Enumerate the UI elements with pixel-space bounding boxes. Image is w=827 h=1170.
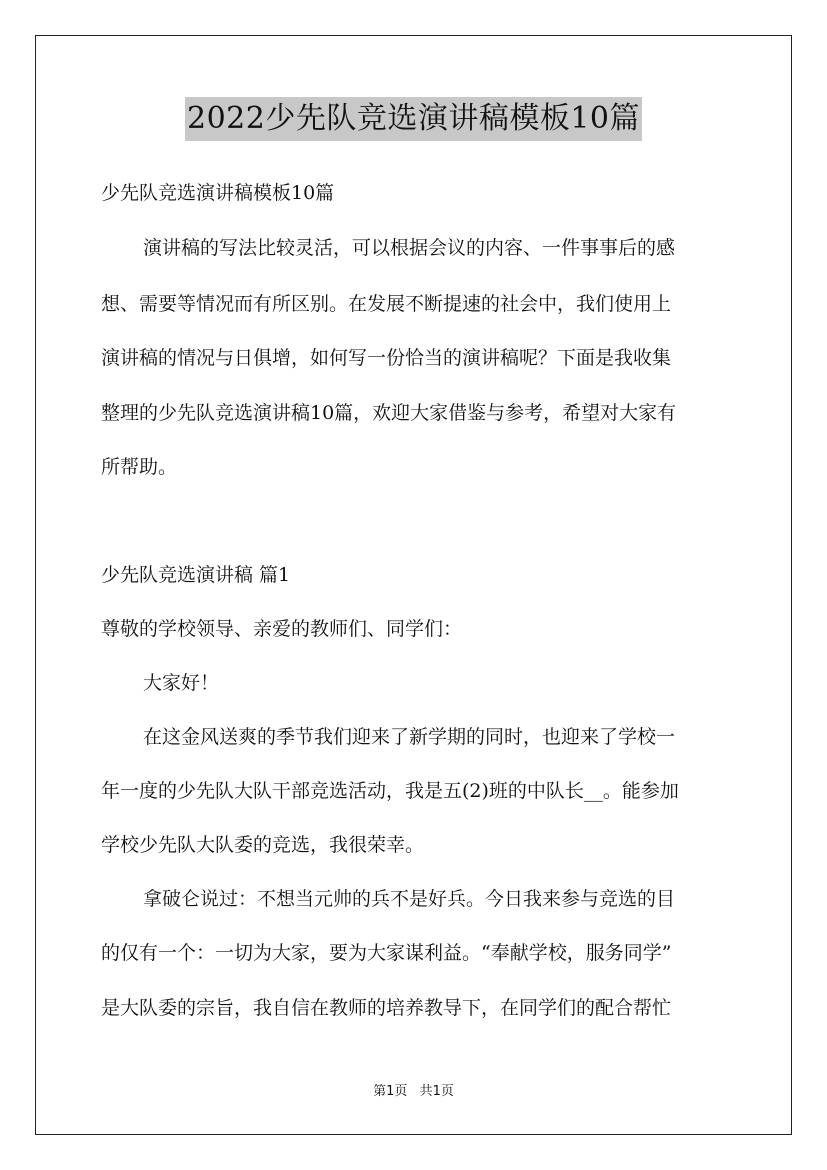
document-title: 2022少先队竞选演讲稿模板10篇 xyxy=(185,97,642,141)
title-container xyxy=(0,97,827,141)
hello-line: 大家好！ xyxy=(143,672,220,694)
section-heading: 少先队竞选演讲稿 篇1 xyxy=(101,564,291,586)
intro-line: 所帮助。 xyxy=(101,456,178,478)
page-footer xyxy=(0,1083,827,1101)
body-line: 拿破仑说过：不想当元帅的兵不是好兵。今日我来参与竞选的目 xyxy=(143,888,676,910)
intro-line: 整理的少先队竞选演讲稿10篇，欢迎大家借鉴与参考，希望对大家有 xyxy=(101,402,677,424)
body-line: 学校少先队大队委的竞选，我很荣幸。 xyxy=(101,834,425,856)
body-line: 是大队委的宗旨，我自信在教师的培养教导下，在同学们的配合帮忙 xyxy=(101,997,672,1019)
page-number: 第1页 xyxy=(373,1084,408,1099)
greeting: 尊敬的学校领导、亲爱的教师们、同学们： xyxy=(101,618,463,640)
intro-line: 演讲稿的情况与日俱增，如何写一份恰当的演讲稿呢？下面是我收集 xyxy=(101,347,672,369)
body-line: 年一度的少先队大队干部竞选活动，我是五(2)班的中队长__。能参加 xyxy=(101,780,679,802)
page-total: 共1页 xyxy=(419,1084,454,1099)
body-line: 在这金风送爽的季节我们迎来了新学期的同时，也迎来了学校一 xyxy=(143,726,676,748)
intro-line: 演讲稿的写法比较灵活，可以根据会议的内容、一件事事后的感 xyxy=(143,237,676,259)
document-subtitle: 少先队竞选演讲稿模板10篇 xyxy=(101,182,335,204)
body-line: 的仅有一个：一切为大家，要为大家谋利益。“奉献学校，服务同学” xyxy=(101,942,672,964)
intro-line: 想、需要等情况而有所区别。在发展不断提速的社会中，我们使用上 xyxy=(101,293,672,315)
